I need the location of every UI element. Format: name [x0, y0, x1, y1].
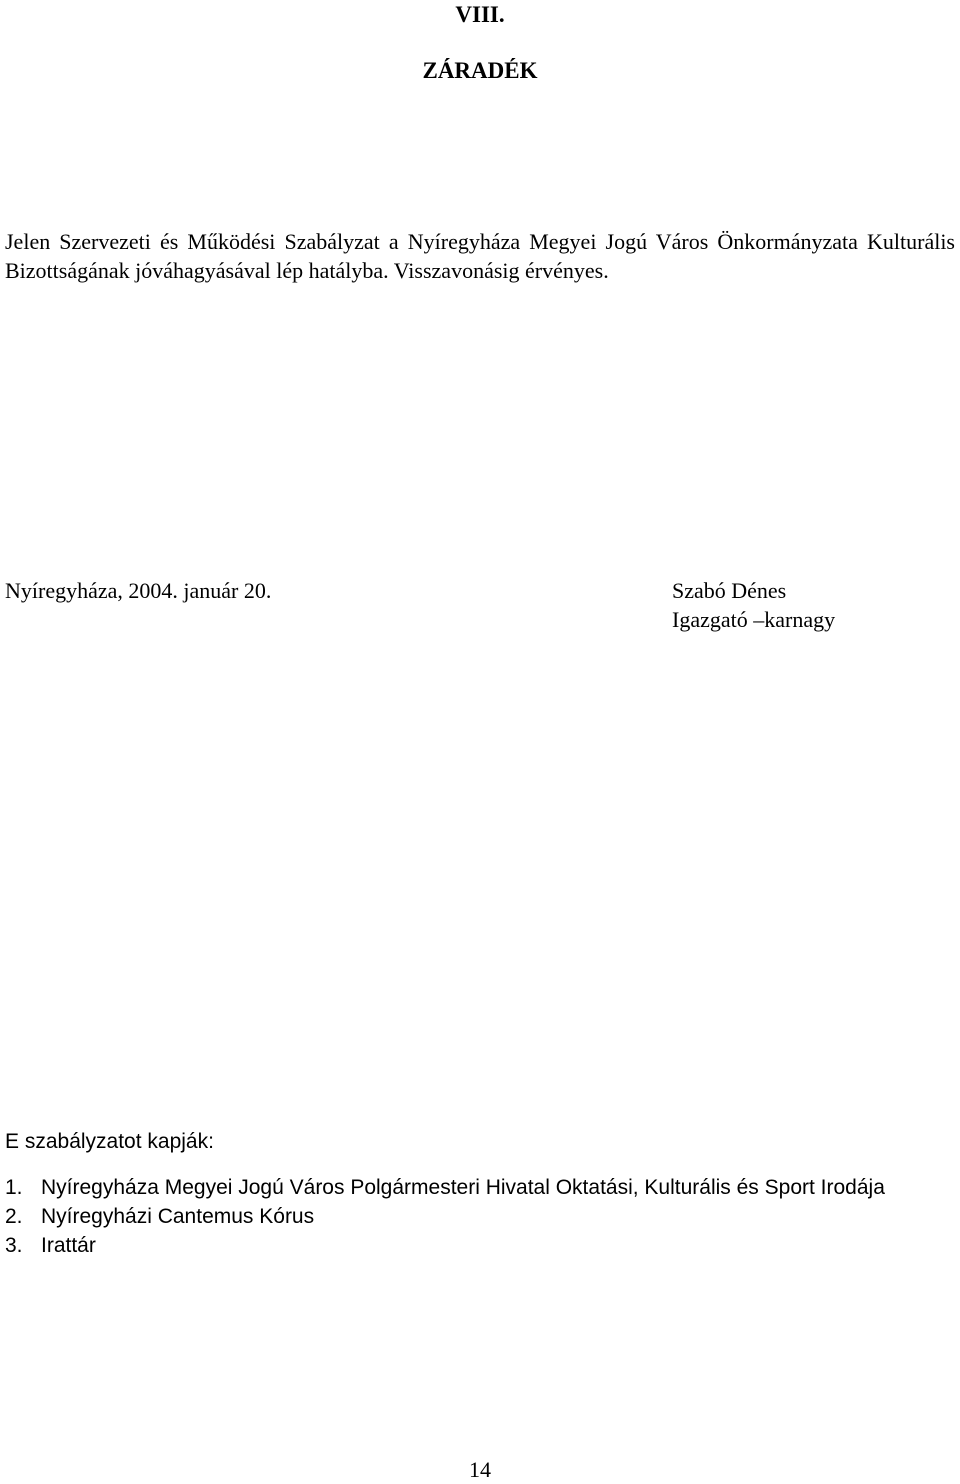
section-title: ZÁRADÉK: [422, 58, 538, 83]
list-item-text: Irattár: [41, 1234, 96, 1257]
list-item-number: 1.: [5, 1176, 23, 1199]
intro-paragraph: Jelen Szervezeti és Működési Szabályzat a Nyíregyháza Megyei Jogú Város Önkormányzata Kulturális Bizottságának jóváhagyásával lép hatályba. Visszavonásig érvényes.: [5, 229, 955, 283]
section-number: VIII.: [455, 2, 505, 27]
recipients-section: [5, 1127, 955, 1260]
signature-block: [672, 576, 835, 634]
list-item: [5, 1173, 955, 1202]
list-item: [5, 1231, 955, 1260]
signatory-name: Szabó Dénes: [672, 578, 787, 603]
signatory-title: Igazgató –karnagy: [672, 607, 836, 632]
recipients-heading: E szabályzatot kapják:: [5, 1130, 214, 1153]
list-item-text: Nyíregyházi Cantemus Kórus: [41, 1205, 315, 1228]
list-item-text: Nyíregyháza Megyei Jogú Város Polgármesteri Hivatal Oktatási, Kulturális és Sport Irodája: [41, 1176, 885, 1199]
list-item: [5, 1202, 955, 1231]
list-item-number: 2.: [5, 1205, 23, 1228]
place-date: Nyíregyháza, 2004. január 20.: [5, 578, 272, 603]
list-item-number: 3.: [5, 1234, 23, 1257]
page-number: 14: [469, 1457, 491, 1482]
